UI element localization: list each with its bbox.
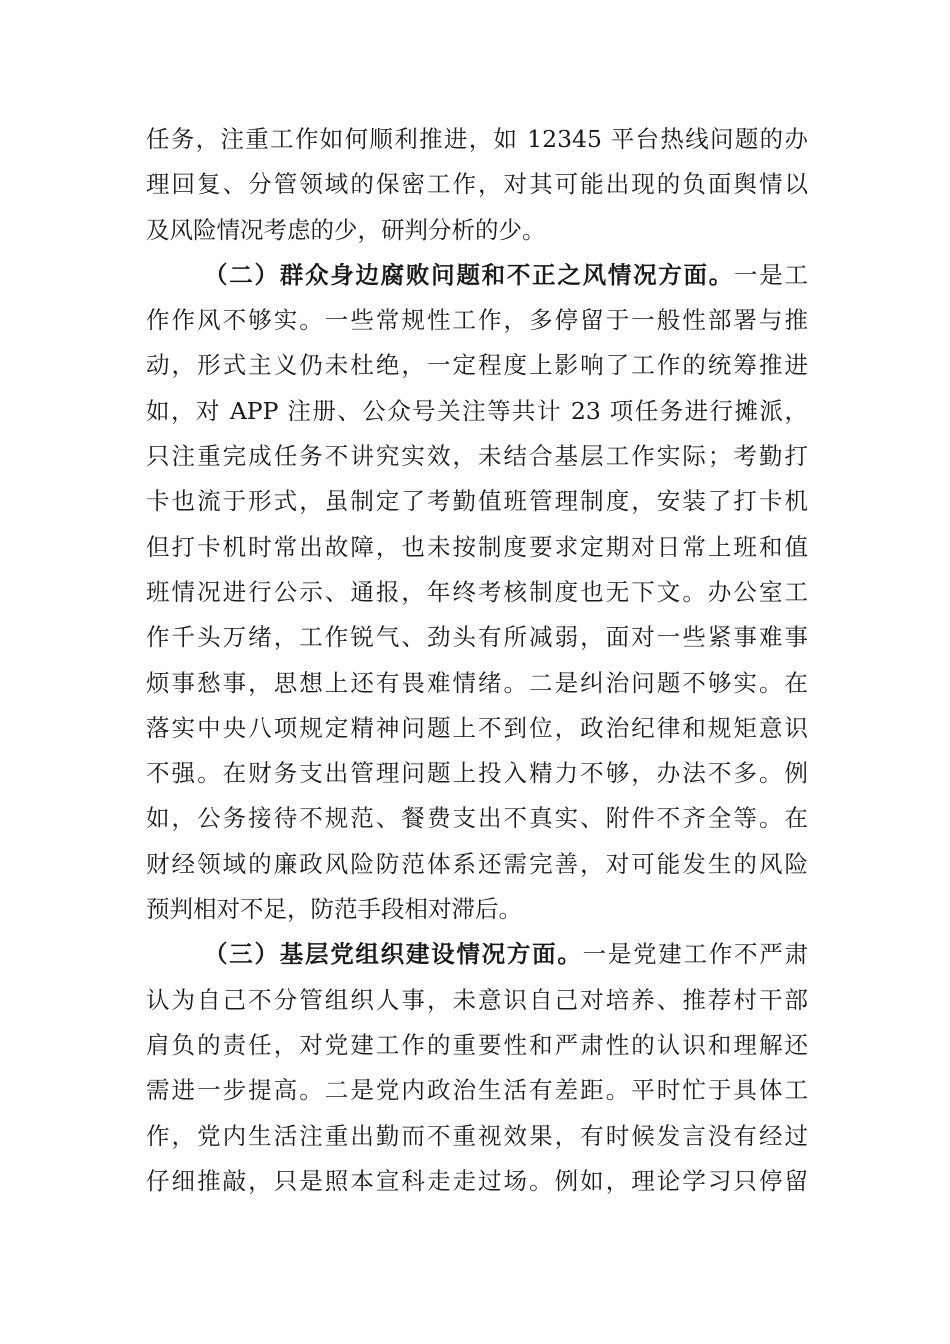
section-heading-line bbox=[146, 932, 808, 977]
text-line: 作千头万绪，工作锐气、劲头有所减弱，面对一些紧事难事 bbox=[146, 623, 808, 652]
text-line: 动，形式主义仍未杜绝，一定程度上影响了工作的统筹推进 bbox=[146, 351, 808, 380]
text-line: 卡也流于形式，虽制定了考勤值班管理制度，安装了打卡机 bbox=[146, 487, 808, 516]
text-line: 班情况进行公示、通报，年终考核制度也无下文。办公室工 bbox=[146, 577, 808, 606]
text-line: 但打卡机时常出故障，也未按制度要求定期对日常上班和值 bbox=[146, 532, 808, 561]
text-line: 任务，注重工作如何顺利推进，如 12345 平台热线问题的办 bbox=[146, 125, 808, 153]
text-line: 只注重完成任务不讲究实效，未结合基层工作实际；考勤打 bbox=[146, 442, 808, 471]
text-line: 作，党内生活注重出勤而不重视效果，有时候发言没有经过 bbox=[146, 1121, 808, 1150]
section-heading-line bbox=[146, 253, 808, 298]
text-line: 落实中央八项规定精神问题上不到位，政治纪律和规矩意识 bbox=[146, 713, 808, 742]
text-line: 如，对 APP 注册、公众号关注等共计 23 项任务进行摊派， bbox=[146, 396, 808, 425]
text-line: 认为自己不分管组织人事，未意识自己对培养、推荐村干部 bbox=[146, 985, 808, 1014]
document-page bbox=[146, 117, 808, 1204]
text-line: 仔细推敲，只是照本宣科走走过场。例如，理论学习只停留 bbox=[146, 1166, 808, 1195]
text-line: 作作风不够实。一些常规性工作，多停留于一般性部署与推 bbox=[146, 306, 808, 335]
section-heading: （三）基层党组织建设情况方面。 bbox=[204, 940, 583, 969]
text-line: 如，公务接待不规范、餐费支出不真实、附件不齐全等。在 bbox=[146, 804, 808, 833]
text-line: 需进一步提高。二是党内政治生活有差距。平时忙于具体工 bbox=[146, 1076, 808, 1105]
text-run: 一是工 bbox=[734, 260, 808, 289]
text-line: 烦事愁事，思想上还有畏难情绪。二是纠治问题不够实。在 bbox=[146, 668, 808, 697]
text-line: 理回复、分管领域的保密工作，对其可能出现的负面舆情以 bbox=[146, 170, 808, 199]
text-line: 及风险情况考虑的少，研判分析的少。 bbox=[146, 215, 546, 244]
section-heading: （二）群众身边腐败问题和不正之风情况方面。 bbox=[204, 260, 735, 289]
text-line: 预判相对不足，防范手段相对滞后。 bbox=[146, 895, 522, 924]
text-line: 财经领域的廉政风险防范体系还需完善，对可能发生的风险 bbox=[146, 849, 808, 878]
text-line: 肩负的责任，对党建工作的重要性和严肃性的认识和理解还 bbox=[146, 1030, 808, 1059]
text-run: 一是党建工作不严肃 bbox=[582, 940, 808, 969]
text-line: 不强。在财务支出管理问题上投入精力不够，办法不多。例 bbox=[146, 759, 808, 788]
